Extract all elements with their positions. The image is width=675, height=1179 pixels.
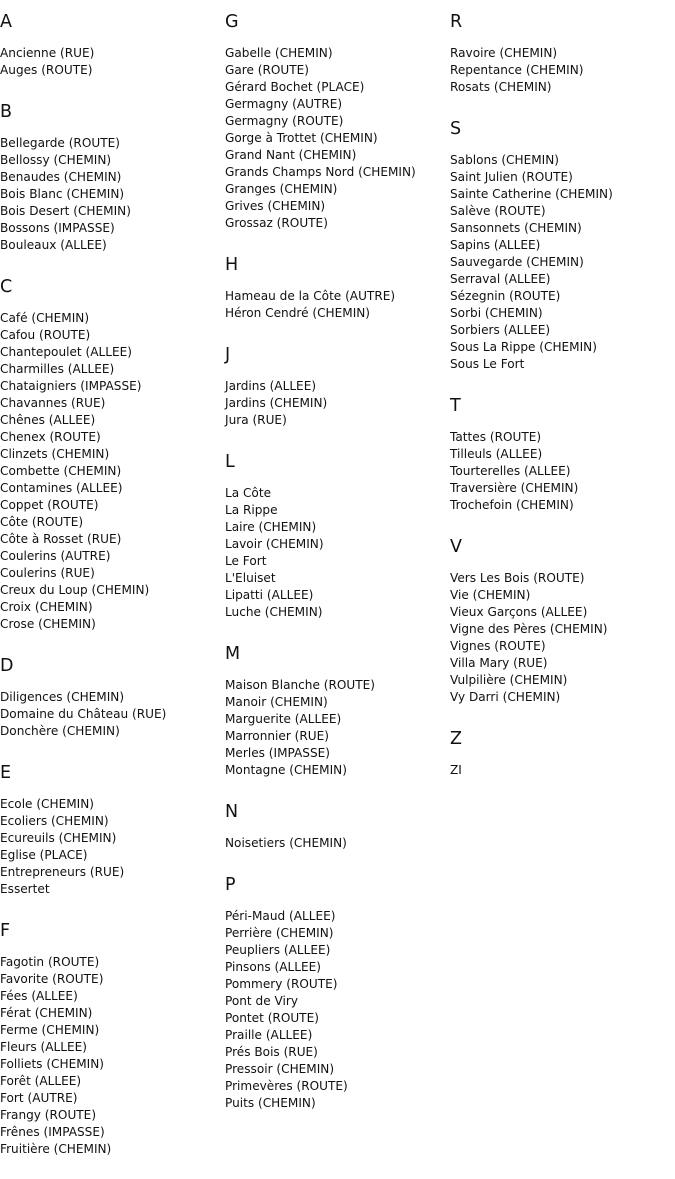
index-column <box>225 10 447 1133</box>
street-link[interactable]: Tourterelles (ALLEE) <box>450 464 571 478</box>
street-link[interactable]: Ancienne (RUE) <box>0 46 95 60</box>
street-link[interactable]: Villa Mary (RUE) <box>450 656 548 670</box>
street-link[interactable]: Bouleaux (ALLEE) <box>0 238 107 252</box>
letter-group <box>0 919 222 1158</box>
street-link[interactable]: Diligences (CHEMIN) <box>0 690 125 704</box>
letter-group <box>225 642 447 779</box>
street-link[interactable]: Fées (ALLEE) <box>0 989 78 1003</box>
street-link[interactable]: L'Eluiset <box>225 571 276 585</box>
street-link[interactable]: Bois Blanc (CHEMIN) <box>0 187 125 201</box>
street-link[interactable]: Lavoir (CHEMIN) <box>225 537 324 551</box>
street-link[interactable]: Vigne des Pères (CHEMIN) <box>450 622 608 636</box>
street-link[interactable]: Sorbiers (ALLEE) <box>450 323 551 337</box>
letter-heading: T <box>450 396 461 416</box>
letter-group <box>0 10 222 79</box>
letter-group <box>450 117 672 373</box>
street-link[interactable]: Perrière (CHEMIN) <box>225 926 334 940</box>
street-link[interactable]: Fagotin (ROUTE) <box>0 955 100 969</box>
street-link[interactable]: Bossons (IMPASSE) <box>0 221 115 235</box>
street-link[interactable]: Crose (CHEMIN) <box>0 617 96 631</box>
street-link[interactable]: Chataigniers (IMPASSE) <box>0 379 142 393</box>
street-link[interactable]: Bellegarde (ROUTE) <box>0 136 120 150</box>
street-link[interactable]: Sansonnets (CHEMIN) <box>450 221 582 235</box>
street-link[interactable]: Pinsons (ALLEE) <box>225 960 322 974</box>
street-link[interactable]: Héron Cendré (CHEMIN) <box>225 306 371 320</box>
street-link[interactable]: Vignes (ROUTE) <box>450 639 546 653</box>
letter-group <box>225 343 447 429</box>
letter-group <box>450 10 672 96</box>
letter-heading: N <box>225 802 239 822</box>
street-link[interactable]: Côte à Rosset (RUE) <box>0 532 122 546</box>
letter-group <box>450 727 672 779</box>
street-link[interactable]: Frangy (ROUTE) <box>0 1108 97 1122</box>
street-link[interactable]: Germagny (ROUTE) <box>225 114 344 128</box>
street-link[interactable]: Bois Desert (CHEMIN) <box>0 204 131 218</box>
street-link[interactable]: Essertet <box>0 882 50 896</box>
street-link[interactable]: Hameau de la Côte (AUTRE) <box>225 289 396 303</box>
street-link[interactable]: Prés Bois (RUE) <box>225 1045 318 1059</box>
street-link[interactable]: Noisetiers (CHEMIN) <box>225 836 347 850</box>
street-link[interactable]: Ravoire (CHEMIN) <box>450 46 558 60</box>
street-link[interactable]: Merles (IMPASSE) <box>225 746 331 760</box>
street-link[interactable]: Tilleuls (ALLEE) <box>450 447 543 461</box>
street-link[interactable]: Croix (CHEMIN) <box>0 600 93 614</box>
letter-heading: J <box>225 345 231 365</box>
street-link[interactable]: Coppet (ROUTE) <box>0 498 99 512</box>
street-link[interactable]: Pontet (ROUTE) <box>225 1011 319 1025</box>
street-link[interactable]: Coulerins (AUTRE) <box>0 549 111 563</box>
letter-group <box>450 394 672 514</box>
letter-heading: B <box>0 102 13 122</box>
letter-heading: R <box>450 12 463 32</box>
street-link[interactable]: Marronnier (RUE) <box>225 729 329 743</box>
letter-group <box>225 873 447 1112</box>
letter-heading: V <box>450 537 462 557</box>
letter-group <box>225 800 447 852</box>
street-link[interactable]: Peupliers (ALLEE) <box>225 943 331 957</box>
letter-heading: A <box>0 12 12 32</box>
street-link[interactable]: Sainte Catherine (CHEMIN) <box>450 187 613 201</box>
letter-group <box>225 450 447 621</box>
street-link[interactable]: La Côte <box>225 486 272 500</box>
street-link[interactable]: Favorite (ROUTE) <box>0 972 104 986</box>
street-link[interactable]: Jardins (CHEMIN) <box>225 396 328 410</box>
street-link[interactable]: Traversière (CHEMIN) <box>450 481 579 495</box>
street-link[interactable]: Gare (ROUTE) <box>225 63 310 77</box>
street-link[interactable]: Clinzets (CHEMIN) <box>0 447 110 461</box>
index-column <box>0 10 222 1179</box>
street-link[interactable]: Combette (CHEMIN) <box>0 464 122 478</box>
street-link[interactable]: Germagny (AUTRE) <box>225 97 343 111</box>
street-link[interactable]: Montagne (CHEMIN) <box>225 763 347 777</box>
street-link[interactable]: ZI <box>450 763 462 777</box>
street-link[interactable]: Côte (ROUTE) <box>0 515 84 529</box>
street-link[interactable]: Jardins (ALLEE) <box>225 379 317 393</box>
street-link[interactable]: Chavannes (RUE) <box>0 396 106 410</box>
street-link[interactable]: Contamines (ALLEE) <box>0 481 123 495</box>
letter-heading: F <box>0 921 11 941</box>
street-link[interactable]: Sapins (ALLEE) <box>450 238 541 252</box>
street-link[interactable]: Saint Julien (ROUTE) <box>450 170 573 184</box>
street-link[interactable]: Repentance (CHEMIN) <box>450 63 584 77</box>
letter-heading: C <box>0 277 13 297</box>
street-link[interactable]: Donchère (CHEMIN) <box>0 724 120 738</box>
street-link[interactable]: Gabelle (CHEMIN) <box>225 46 333 60</box>
street-link[interactable]: Le Fort <box>225 554 267 568</box>
letter-group <box>0 275 222 633</box>
street-link[interactable]: Cafou (ROUTE) <box>0 328 91 342</box>
street-link[interactable]: Vieux Garçons (ALLEE) <box>450 605 588 619</box>
street-link[interactable]: Granges (CHEMIN) <box>225 182 338 196</box>
street-link[interactable]: Rosats (CHEMIN) <box>450 80 552 94</box>
street-link[interactable]: Vie (CHEMIN) <box>450 588 531 602</box>
street-link[interactable]: Ecureuils (CHEMIN) <box>0 831 117 845</box>
street-link[interactable]: Sauvegarde (CHEMIN) <box>450 255 584 269</box>
street-link[interactable]: Sézegnin (ROUTE) <box>450 289 561 303</box>
street-link[interactable]: Praille (ALLEE) <box>225 1028 313 1042</box>
street-link[interactable]: Ferme (CHEMIN) <box>0 1023 100 1037</box>
street-link[interactable]: Trochefoin (CHEMIN) <box>450 498 574 512</box>
street-link[interactable]: Laire (CHEMIN) <box>225 520 317 534</box>
letter-heading: M <box>225 644 241 664</box>
letter-group <box>225 253 447 322</box>
street-link[interactable]: Grives (CHEMIN) <box>225 199 326 213</box>
street-link[interactable]: Maison Blanche (ROUTE) <box>225 678 375 692</box>
street-link[interactable]: Charmilles (ALLEE) <box>0 362 115 376</box>
street-link[interactable]: Frênes (IMPASSE) <box>0 1125 105 1139</box>
street-link[interactable]: Serraval (ALLEE) <box>450 272 551 286</box>
street-link[interactable]: Domaine du Château (RUE) <box>0 707 167 721</box>
street-link[interactable]: Gorge à Trottet (CHEMIN) <box>225 131 378 145</box>
letter-heading: E <box>0 763 12 783</box>
letter-heading: H <box>225 255 239 275</box>
street-link[interactable]: Grand Nant (CHEMIN) <box>225 148 357 162</box>
letter-heading: S <box>450 119 462 139</box>
street-link[interactable]: Sorbi (CHEMIN) <box>450 306 543 320</box>
street-link[interactable]: Vers Les Bois (ROUTE) <box>450 571 585 585</box>
street-link[interactable]: Creux du Loup (CHEMIN) <box>0 583 150 597</box>
street-link[interactable]: Benaudes (CHEMIN) <box>0 170 122 184</box>
letter-group <box>225 10 447 232</box>
street-link[interactable]: Jura (RUE) <box>225 413 287 427</box>
street-link[interactable]: Folliets (CHEMIN) <box>0 1057 104 1071</box>
letter-heading: Z <box>450 729 462 749</box>
letter-heading: P <box>225 875 236 895</box>
street-link[interactable]: Grands Champs Nord (CHEMIN) <box>225 165 416 179</box>
street-link[interactable]: Forêt (ALLEE) <box>0 1074 82 1088</box>
street-link[interactable]: Péri-Maud (ALLEE) <box>225 909 336 923</box>
street-link[interactable]: Sablons (CHEMIN) <box>450 153 559 167</box>
street-link[interactable]: Entrepreneurs (RUE) <box>0 865 125 879</box>
street-link[interactable]: Chênes (ALLEE) <box>0 413 96 427</box>
street-link[interactable]: Primevères (ROUTE) <box>225 1079 348 1093</box>
street-link[interactable]: Salève (ROUTE) <box>450 204 546 218</box>
letter-group <box>0 654 222 740</box>
letter-heading: L <box>225 452 235 472</box>
index-column <box>450 10 672 800</box>
street-link[interactable]: Auges (ROUTE) <box>0 63 93 77</box>
street-link[interactable]: Ecole (CHEMIN) <box>0 797 94 811</box>
letter-group <box>0 100 222 254</box>
street-link[interactable]: Café (CHEMIN) <box>0 311 90 325</box>
street-link[interactable]: Lipatti (ALLEE) <box>225 588 314 602</box>
street-link[interactable]: La Rippe <box>225 503 278 517</box>
street-link[interactable]: Fruitière (CHEMIN) <box>0 1142 112 1156</box>
street-link[interactable]: Tattes (ROUTE) <box>450 430 542 444</box>
street-link[interactable]: Grossaz (ROUTE) <box>225 216 328 230</box>
letter-heading: D <box>0 656 14 676</box>
street-link[interactable]: Sous La Rippe (CHEMIN) <box>450 340 597 354</box>
street-link[interactable]: Luche (CHEMIN) <box>225 605 323 619</box>
street-link[interactable]: Bellossy (CHEMIN) <box>0 153 112 167</box>
street-link[interactable]: Fort (AUTRE) <box>0 1091 78 1105</box>
street-link[interactable]: Puits (CHEMIN) <box>225 1096 316 1110</box>
street-link[interactable]: Fleurs (ALLEE) <box>0 1040 88 1054</box>
street-link[interactable]: Ecoliers (CHEMIN) <box>0 814 109 828</box>
street-link[interactable]: Pont de Viry <box>225 994 298 1008</box>
street-link[interactable]: Manoir (CHEMIN) <box>225 695 328 709</box>
street-link[interactable]: Chantepoulet (ALLEE) <box>0 345 132 359</box>
street-link[interactable]: Vulpilière (CHEMIN) <box>450 673 568 687</box>
street-link[interactable]: Pressoir (CHEMIN) <box>225 1062 335 1076</box>
street-link[interactable]: Férat (CHEMIN) <box>0 1006 93 1020</box>
street-link[interactable]: Marguerite (ALLEE) <box>225 712 342 726</box>
letter-group <box>450 535 672 706</box>
street-link[interactable]: Sous Le Fort <box>450 357 525 371</box>
street-link[interactable]: Gérard Bochet (PLACE) <box>225 80 365 94</box>
street-link[interactable]: Chenex (ROUTE) <box>0 430 101 444</box>
letter-heading: G <box>225 12 239 32</box>
street-link[interactable]: Vy Darri (CHEMIN) <box>450 690 561 704</box>
street-link[interactable]: Eglise (PLACE) <box>0 848 88 862</box>
street-link[interactable]: Coulerins (RUE) <box>0 566 95 580</box>
street-link[interactable]: Pommery (ROUTE) <box>225 977 338 991</box>
letter-group <box>0 761 222 898</box>
